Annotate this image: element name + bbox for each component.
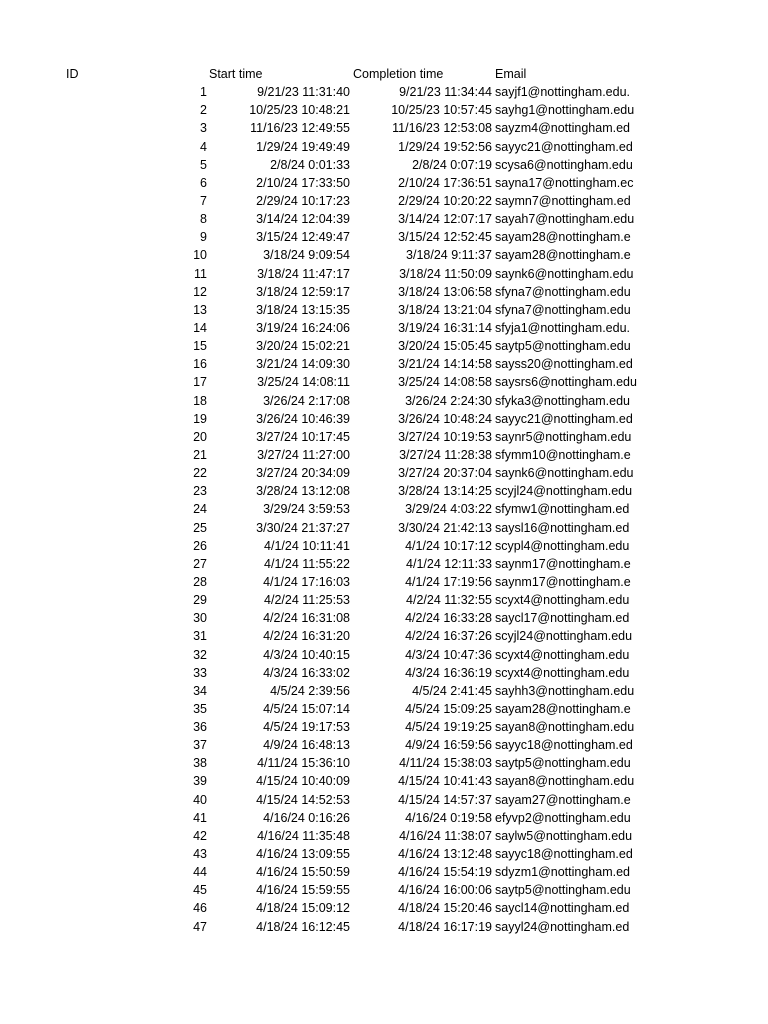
cell-email[interactable]: saytp5@nottingham.edu [495,883,631,898]
cell-email[interactable]: sayzm4@nottingham.ed [495,121,630,136]
table-row [0,700,768,718]
cell-id[interactable]: 33 [193,665,207,680]
cell-start-time[interactable]: 3/26/24 10:46:39 [256,411,350,426]
cell-start-time[interactable]: 3/27/24 20:34:09 [256,466,350,481]
table-row [0,519,768,537]
cell-completion-time[interactable]: 4/5/24 19:19:25 [405,720,492,735]
cell-completion-time[interactable]: 4/11/24 15:38:03 [399,756,492,771]
cell-email[interactable]: saynm17@nottingham.e [495,574,631,589]
cell-id[interactable]: 31 [193,629,207,644]
cell-email[interactable]: saylw5@nottingham.edu [495,828,633,843]
cell-start-time[interactable]: 3/18/24 9:09:54 [263,248,350,263]
cell-email[interactable]: sdyzm1@nottingham.ed [495,865,630,880]
cell-start-time[interactable]: 3/18/24 11:47:17 [257,266,350,281]
cell-start-time[interactable]: 4/18/24 16:12:45 [256,919,350,934]
cell-start-time[interactable]: 4/15/24 10:40:09 [256,774,350,789]
cell-completion-time[interactable]: 4/16/24 13:12:48 [398,847,492,862]
cell-email[interactable]: saycl14@nottingham.ed [495,901,630,916]
cell-start-time[interactable]: 4/16/24 15:50:59 [256,865,350,880]
table-row [0,646,768,664]
cell-completion-time[interactable]: 3/19/24 16:31:14 [398,320,492,335]
cell-start-time[interactable]: 3/21/24 14:09:30 [256,357,350,372]
cell-id[interactable]: 37 [193,738,207,753]
cell-start-time[interactable]: 2/10/24 17:33:50 [256,175,350,190]
cell-email[interactable]: saynk6@nottingham.edu [495,466,634,481]
cell-id[interactable]: 16 [193,357,207,372]
cell-start-time[interactable]: 4/2/24 16:31:20 [263,629,350,644]
table-row [0,682,768,700]
cell-completion-time[interactable]: 4/3/24 16:36:19 [405,665,492,680]
cell-id[interactable]: 15 [193,339,207,354]
cell-id[interactable]: 34 [193,683,207,698]
cell-completion-time[interactable]: 4/16/24 0:19:58 [405,810,492,825]
cell-completion-time[interactable]: 4/2/24 16:33:28 [405,611,492,626]
cell-id[interactable]: 39 [193,774,207,789]
cell-email[interactable]: sayam28@nottingham.e [495,230,631,245]
table-row [0,664,768,682]
cell-id[interactable]: 38 [193,756,207,771]
cell-start-time[interactable]: 9/21/23 11:31:40 [257,85,350,100]
cell-completion-time[interactable]: 4/16/24 16:00:06 [398,883,492,898]
cell-completion-time[interactable]: 4/5/24 15:09:25 [405,701,492,716]
cell-email[interactable]: saytp5@nottingham.edu [495,756,631,771]
cell-completion-time[interactable]: 4/1/24 12:11:33 [406,556,492,571]
header-start-time[interactable]: Start time [209,67,263,81]
cell-start-time[interactable]: 3/28/24 13:12:08 [256,484,350,499]
table-row [0,283,768,301]
cell-id[interactable]: 32 [193,647,207,662]
table-row [0,83,768,101]
cell-start-time[interactable]: 4/18/24 15:09:12 [256,901,350,916]
cell-completion-time[interactable]: 3/26/24 10:48:24 [398,411,492,426]
spreadsheet [0,65,768,936]
cell-completion-time[interactable]: 4/16/24 11:38:07 [399,828,492,843]
cell-completion-time[interactable]: 3/27/24 11:28:38 [399,447,492,462]
cell-start-time[interactable]: 4/1/24 17:16:03 [263,574,350,589]
table-row [0,373,768,391]
cell-id[interactable]: 3 [200,121,207,136]
cell-start-time[interactable]: 3/27/24 10:17:45 [256,429,350,444]
cell-email[interactable]: scyjl24@nottingham.edu [495,484,633,499]
table-row [0,410,768,428]
cell-id[interactable]: 47 [193,919,207,934]
table-row [0,428,768,446]
cell-start-time[interactable]: 4/2/24 16:31:08 [263,611,350,626]
table-row [0,482,768,500]
table-row [0,718,768,736]
cell-email[interactable]: sayhh3@nottingham.edu [495,683,635,698]
cell-start-time[interactable]: 3/27/24 11:27:00 [257,447,350,462]
cell-email[interactable]: scyxt4@nottingham.edu [495,665,630,680]
cell-start-time[interactable]: 4/1/24 11:55:22 [264,556,350,571]
cell-email[interactable]: sayam28@nottingham.e [495,701,631,716]
cell-start-time[interactable]: 3/20/24 15:02:21 [256,339,350,354]
table-row [0,101,768,119]
table-row [0,228,768,246]
cell-completion-time[interactable]: 2/8/24 0:07:19 [412,157,492,172]
cell-completion-time[interactable]: 4/18/24 16:17:19 [398,919,492,934]
cell-id[interactable]: 14 [193,320,207,335]
cell-completion-time[interactable]: 2/10/24 17:36:51 [398,175,492,190]
cell-email[interactable]: saynk6@nottingham.edu [495,266,634,281]
cell-completion-time[interactable]: 3/29/24 4:03:22 [405,502,492,517]
cell-id[interactable]: 42 [193,828,207,843]
cell-completion-time[interactable]: 4/1/24 10:17:12 [405,538,492,553]
cell-start-time[interactable]: 4/3/24 10:40:15 [263,647,350,662]
cell-start-time[interactable]: 4/11/24 15:36:10 [257,756,350,771]
cell-email[interactable]: sayjf1@nottingham.edu. [495,85,630,100]
cell-start-time[interactable]: 3/19/24 16:24:06 [256,320,350,335]
table-row [0,119,768,137]
cell-start-time[interactable]: 3/29/24 3:59:53 [263,502,350,517]
table-row [0,754,768,772]
cell-completion-time[interactable]: 9/21/23 11:34:44 [399,85,492,100]
cell-completion-time[interactable]: 4/16/24 15:54:19 [398,865,492,880]
cell-id[interactable]: 25 [193,520,207,535]
cell-email[interactable]: sfyna7@nottingham.edu [495,284,631,299]
cell-email[interactable]: sayss20@nottingham.ed [495,357,633,372]
cell-id[interactable]: 4 [200,139,207,154]
cell-completion-time[interactable]: 4/3/24 10:47:36 [405,647,492,662]
table-row [0,446,768,464]
table-row [0,174,768,192]
cell-id[interactable]: 27 [193,556,207,571]
cell-completion-time[interactable]: 3/30/24 21:42:13 [398,520,492,535]
header-completion-time[interactable]: Completion time [353,67,444,81]
cell-start-time[interactable]: 3/14/24 12:04:39 [256,212,350,227]
cell-completion-time[interactable]: 3/28/24 13:14:25 [398,484,492,499]
table-body [0,83,768,936]
cell-completion-time[interactable]: 3/21/24 14:14:58 [398,357,492,372]
cell-completion-time[interactable]: 3/26/24 2:24:30 [405,393,492,408]
cell-email[interactable]: sayyc21@nottingham.ed [495,139,633,154]
table-row [0,791,768,809]
cell-start-time[interactable]: 4/1/24 10:11:41 [264,538,350,553]
cell-start-time[interactable]: 4/9/24 16:48:13 [263,738,350,753]
cell-email[interactable]: scysa6@nottingham.edu [495,157,633,172]
cell-email[interactable]: scypl4@nottingham.edu [495,538,630,553]
cell-completion-time[interactable]: 3/27/24 10:19:53 [398,429,492,444]
cell-email[interactable]: sayan8@nottingham.edu [495,720,635,735]
cell-id[interactable]: 26 [193,538,207,553]
cell-email[interactable]: scyjl24@nottingham.edu [495,629,633,644]
cell-email[interactable]: saycl17@nottingham.ed [495,611,630,626]
cell-id[interactable]: 30 [193,611,207,626]
table-row [0,500,768,518]
table-row [0,918,768,936]
table-row [0,827,768,845]
cell-start-time[interactable]: 4/5/24 15:07:14 [263,701,350,716]
cell-email[interactable]: sfyna7@nottingham.edu [495,302,631,317]
cell-email[interactable]: sayan8@nottingham.edu [495,774,635,789]
cell-start-time[interactable]: 3/25/24 14:08:11 [257,375,350,390]
cell-start-time[interactable]: 2/8/24 0:01:33 [270,157,350,172]
cell-start-time[interactable]: 4/15/24 14:52:53 [256,792,350,807]
cell-email[interactable]: sayyl24@nottingham.ed [495,919,630,934]
table-row [0,555,768,573]
cell-completion-time[interactable]: 4/2/24 11:32:55 [406,593,492,608]
cell-completion-time[interactable]: 3/27/24 20:37:04 [398,466,492,481]
cell-completion-time[interactable]: 4/1/24 17:19:56 [405,574,492,589]
cell-id[interactable]: 6 [200,175,207,190]
cell-id[interactable]: 5 [200,157,207,172]
cell-completion-time[interactable]: 3/18/24 11:50:09 [399,266,492,281]
cell-email[interactable]: sfymw1@nottingham.ed [495,502,630,517]
cell-start-time[interactable]: 3/18/24 12:59:17 [256,284,350,299]
cell-email[interactable]: saynm17@nottingham.e [495,556,631,571]
cell-id[interactable]: 20 [193,429,207,444]
cell-completion-time[interactable]: 1/29/24 19:52:56 [398,139,492,154]
cell-id[interactable]: 41 [193,810,207,825]
cell-email[interactable]: saysl16@nottingham.ed [495,520,630,535]
table-row [0,337,768,355]
cell-email[interactable]: sayah7@nottingham.edu [495,212,635,227]
cell-completion-time[interactable]: 3/15/24 12:52:45 [398,230,492,245]
header-email[interactable]: Email [495,67,527,81]
cell-id[interactable]: 36 [193,720,207,735]
cell-completion-time[interactable]: 3/25/24 14:08:58 [398,375,492,390]
cell-email[interactable]: sayyc21@nottingham.ed [495,411,633,426]
header-row [0,65,768,83]
table-row [0,319,768,337]
cell-start-time[interactable]: 3/30/24 21:37:27 [256,520,350,535]
cell-email[interactable]: saysrs6@nottingham.edu [495,375,637,390]
cell-completion-time[interactable]: 3/18/24 13:21:04 [398,302,492,317]
cell-id[interactable]: 44 [193,865,207,880]
cell-start-time[interactable]: 3/18/24 13:15:35 [256,302,350,317]
cell-id[interactable]: 18 [193,393,207,408]
table-row [0,863,768,881]
table-row [0,736,768,754]
cell-start-time[interactable]: 4/16/24 13:09:55 [256,847,350,862]
cell-completion-time[interactable]: 4/18/24 15:20:46 [398,901,492,916]
cell-id[interactable]: 40 [193,792,207,807]
cell-completion-time[interactable]: 4/15/24 10:41:43 [398,774,492,789]
cell-start-time[interactable]: 11/16/23 12:49:55 [250,121,350,136]
cell-id[interactable]: 8 [200,212,207,227]
cell-id[interactable]: 12 [193,284,207,299]
table-row [0,392,768,410]
cell-start-time[interactable]: 3/15/24 12:49:47 [256,230,350,245]
table-row [0,591,768,609]
table-row [0,138,768,156]
table-row [0,464,768,482]
cell-id[interactable]: 1 [200,85,207,100]
cell-start-time[interactable]: 4/16/24 15:59:55 [256,883,350,898]
cell-start-time[interactable]: 3/26/24 2:17:08 [263,393,350,408]
cell-id[interactable]: 46 [193,901,207,916]
table-row [0,573,768,591]
table-row [0,355,768,373]
cell-completion-time[interactable]: 3/20/24 15:05:45 [398,339,492,354]
cell-email[interactable]: saymn7@nottingham.ed [495,193,631,208]
cell-id[interactable]: 43 [193,847,207,862]
cell-start-time[interactable]: 2/29/24 10:17:23 [256,193,350,208]
table-row [0,537,768,555]
cell-start-time[interactable]: 4/2/24 11:25:53 [264,593,350,608]
cell-completion-time[interactable]: 4/9/24 16:59:56 [405,738,492,753]
cell-id[interactable]: 24 [193,502,207,517]
cell-id[interactable]: 21 [193,447,207,462]
cell-email[interactable]: sayna17@nottingham.ec [495,175,634,190]
cell-id[interactable]: 10 [193,248,207,263]
cell-completion-time[interactable]: 10/25/23 10:57:45 [391,103,492,118]
cell-email[interactable]: sayhg1@nottingham.edu [495,103,635,118]
cell-completion-time[interactable]: 4/2/24 16:37:26 [405,629,492,644]
cell-completion-time[interactable]: 4/15/24 14:57:37 [398,792,492,807]
cell-email[interactable]: sayyc18@nottingham.ed [495,847,633,862]
cell-completion-time[interactable]: 3/14/24 12:07:17 [398,212,492,227]
cell-id[interactable]: 2 [200,103,207,118]
cell-email[interactable]: sfyja1@nottingham.edu. [495,320,630,335]
table-row [0,301,768,319]
table-row [0,845,768,863]
table-row [0,772,768,790]
cell-id[interactable]: 22 [193,466,207,481]
cell-id[interactable]: 9 [200,230,207,245]
cell-email[interactable]: efyvp2@nottingham.edu [495,810,631,825]
cell-start-time[interactable]: 1/29/24 19:49:49 [256,139,350,154]
cell-completion-time[interactable]: 11/16/23 12:53:08 [392,121,492,136]
cell-id[interactable]: 13 [193,302,207,317]
cell-email[interactable]: saynr5@nottingham.edu [495,429,632,444]
cell-id[interactable]: 11 [194,266,207,281]
cell-start-time[interactable]: 4/16/24 0:16:26 [263,810,350,825]
cell-id[interactable]: 19 [193,411,207,426]
cell-completion-time[interactable]: 3/18/24 9:11:37 [406,248,492,263]
table-row [0,192,768,210]
table-row [0,627,768,645]
table-row [0,899,768,917]
table-row [0,609,768,627]
cell-id[interactable]: 23 [193,484,207,499]
table-row [0,265,768,283]
table-row [0,156,768,174]
cell-id[interactable]: 17 [193,375,207,390]
cell-start-time[interactable]: 4/5/24 19:17:53 [263,720,350,735]
cell-id[interactable]: 35 [193,701,207,716]
cell-start-time[interactable]: 4/16/24 11:35:48 [257,828,350,843]
table-row [0,881,768,899]
cell-start-time[interactable]: 4/5/24 2:39:56 [270,683,350,698]
cell-id[interactable]: 45 [193,883,207,898]
cell-email[interactable]: scyxt4@nottingham.edu [495,647,630,662]
cell-email[interactable]: sfyka3@nottingham.edu [495,393,630,408]
table-row [0,210,768,228]
cell-id[interactable]: 7 [200,193,207,208]
table-row [0,246,768,264]
cell-id[interactable]: 29 [193,593,207,608]
cell-completion-time[interactable]: 3/18/24 13:06:58 [398,284,492,299]
cell-start-time[interactable]: 4/3/24 16:33:02 [263,665,350,680]
cell-completion-time[interactable]: 4/5/24 2:41:45 [412,683,492,698]
header-id[interactable]: ID [66,67,79,81]
cell-email[interactable]: sfymm10@nottingham.e [495,447,631,462]
cell-email[interactable]: scyxt4@nottingham.edu [495,593,630,608]
cell-email[interactable]: saytp5@nottingham.edu [495,339,631,354]
cell-start-time[interactable]: 10/25/23 10:48:21 [249,103,350,118]
cell-completion-time[interactable]: 2/29/24 10:20:22 [398,193,492,208]
cell-id[interactable]: 28 [193,574,207,589]
cell-email[interactable]: sayyc18@nottingham.ed [495,738,633,753]
cell-email[interactable]: sayam27@nottingham.e [495,792,631,807]
table-row [0,809,768,827]
cell-email[interactable]: sayam28@nottingham.e [495,248,631,263]
